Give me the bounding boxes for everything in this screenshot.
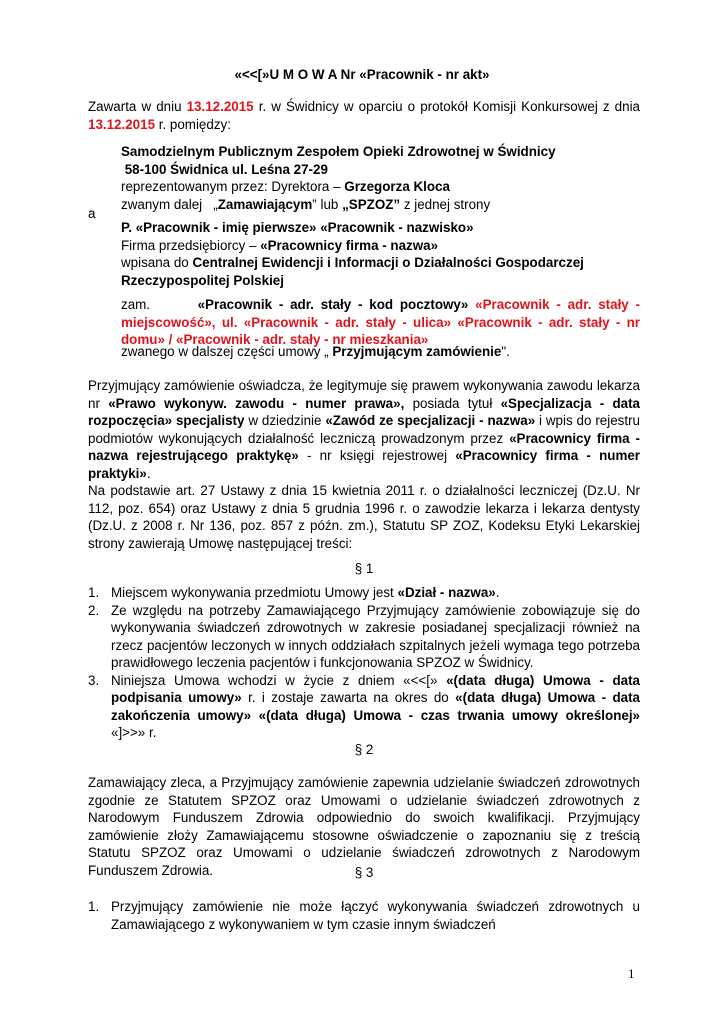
- party-2-called: zwanego w dalszej części umowy „ Przyjmującym zamówienie".: [121, 344, 510, 359]
- contract-date: 13.12.2015: [186, 99, 254, 114]
- party-1-name: Samodzielnym Publicznym Zespołem Opieki Zdrowotnej w Świdnicy: [121, 144, 556, 159]
- section-3-heading: § 3: [354, 865, 374, 880]
- party-2-firm: Firma przedsiębiorcy – «Pracownicy firma - nazwa»: [121, 237, 439, 253]
- intro-paragraph: Zawarta w dniu 13.12.2015 r. w Świdnicy w oparciu o protokół Komisji Konkursowej z dnia 13.12.2015 r. pomiędzy:: [88, 99, 640, 132]
- party-1-block: [121, 143, 640, 213]
- party-1-called: zwanym dalej „Zamawiającym” lub „SPZOZ” z jednej strony: [121, 196, 491, 212]
- section-2-paragraph: Zamawiający zleca, a Przyjmujący zamówienie zapewnia udzielanie świadczeń zdrowotnych zgodnie ze Statutem SPZOZ oraz Umowami o udzielanie świadczeń zdrowotnych z Narodowym Funduszem Zdrowia odpowiednio do swoich kwalifikacji. Przyjmujący zamówienie złoży Zamawiającemu stosowne oświadczenie o zapoznaniu się z treścią Statutu SPZOZ oraz Umowami o udzielanie świadczeń zdrowotnych z Narodowym Funduszem Zdrowia.: [88, 775, 640, 878]
- party-2-address: zam. «Pracownik - adr. stały - kod pocztowy» «Pracownik - adr. stały - miejscowość», ul. «Pracownik - adr. stały - ulica» «Pracownik - adr. stały - nr domu» / «Pracownik - adr. stały - nr mieszkania»: [121, 297, 640, 347]
- contract-title: «<<[»U M O W A Nr «Pracownik - nr akt»: [234, 67, 490, 82]
- list-item: 3. Niniejsza Umowa wchodzi w życie z dniem «<<[» «(data długa) Umowa - data podpisania umowy» r. i zostaje zawarta na okres do «(data długa) Umowa - data zakończenia umowy» «(data długa) Umowa - czas trwania umowy określonej» «]>>» r.: [88, 672, 641, 740]
- party-1-representative: reprezentowanym przez: Dyrektora – Grzegorza Kloca: [121, 179, 450, 194]
- commission-date: 13.12.2015: [88, 116, 156, 132]
- list-item: 1. Miejscem wykonywania przedmiotu Umowy jest «Dział - nazwa».: [88, 585, 500, 600]
- section-1-list: [88, 584, 640, 742]
- page-number: 1: [628, 966, 635, 981]
- list-item: 2. Ze względu na potrzeby Zamawiającego Przyjmujący zamówienie zobowiązuje się do wykonywania świadczeń zdrowotnych w zakresie posiadanej specjalizacji również na rzecz pacjentów leczonych w innych oddziałach szpitalnych jeżeli wymaga tego potrzeba prawidłowego leczenia pacjentów i funkcjonowania SPZOZ w Świdnicy.: [88, 602, 640, 670]
- party-2-block: [121, 219, 640, 289]
- party-1-address: 58-100 Świdnica ul. Leśna 27-29: [121, 161, 328, 177]
- legal-basis-paragraph: Na podstawie art. 27 Ustawy z dnia 15 kwietnia 2011 r. o działalności leczniczej (Dz.U. Nr 112, poz. 654) oraz Ustawy z dnia 5 grudnia 1996 r. o zawodzie lekarza i lekarza dentysty (Dz.U. z 2008 r. Nr 136, poz. 857 z późn. zm.), Statutu SP ZOZ, Kodeksu Etyki Lekarskiej strony zawierają Umowę następującej treści:: [88, 483, 640, 551]
- party-2-name: P. «Pracownik - imię pierwsze» «Pracownik - nazwisko»: [121, 220, 474, 235]
- zam-label: zam.: [121, 297, 151, 312]
- connector-a: a: [88, 206, 96, 221]
- section-2-heading: § 2: [354, 742, 374, 757]
- section-1-heading: § 1: [354, 561, 374, 576]
- statement-paragraph: Przyjmujący zamówienie oświadcza, że legitymuje się prawem wykonywania zawodu lekarza nr «Prawo wykonyw. zawodu - numer prawa», posiada tytuł «Specjalizacja - data rozpoczęcia» specjalisty w dziedzinie «Zawód ze specjalizacji - nazwa» i wpis do rejestru podmiotów wykonujących działalność leczniczą prowadzonym przez «Pracownicy firma - nazwa rejestrującego praktykę» - nr księgi rejestrowej «Pracownicy firma - numer praktyki».: [88, 378, 641, 481]
- section-3-list: [88, 898, 640, 933]
- party-2-registry: wpisana do Centralnej Ewidencji i Informacji o Działalności Gospodarczej Rzeczypospolitej Polskiej: [121, 255, 584, 288]
- list-item: 1. Przyjmujący zamówienie nie może łączyć wykonywania świadczeń zdrowotnych u Zamawiającego z wykonywaniem w tym czasie innym świadczeń: [88, 899, 640, 932]
